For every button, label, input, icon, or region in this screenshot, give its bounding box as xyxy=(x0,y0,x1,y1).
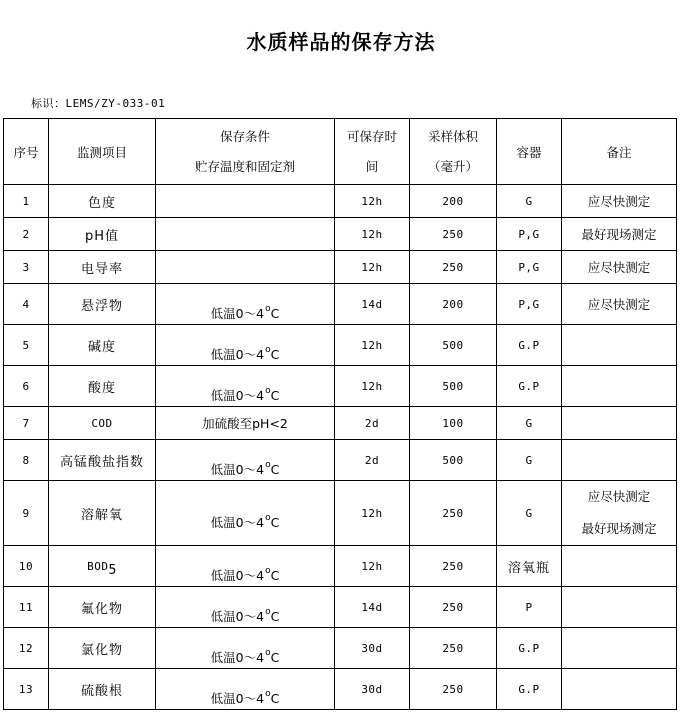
condition-low-temp xyxy=(211,368,280,404)
header-time-line2: 间 xyxy=(365,158,379,174)
header-container: 容器 xyxy=(497,119,562,185)
celsius-unit: C xyxy=(270,388,280,403)
cell-item: 氟化物 xyxy=(49,587,156,628)
degree-symbol: o xyxy=(265,513,271,523)
item-text: BOD xyxy=(87,559,109,573)
celsius-unit: C xyxy=(270,609,280,624)
condition-low-temp xyxy=(211,671,280,707)
cell-item: COD xyxy=(49,407,156,440)
table-row xyxy=(4,218,677,251)
cell-container: G.P xyxy=(497,366,562,407)
condition-low-temp xyxy=(211,589,280,625)
cell-item: pH值 xyxy=(49,218,156,251)
cell-volume: 250 xyxy=(410,481,497,546)
condition-text: 低温0～4 xyxy=(210,347,265,362)
celsius-unit: C xyxy=(270,650,280,665)
cell-remark: 应尽快测定 xyxy=(562,251,677,284)
celsius-unit: C xyxy=(270,568,280,583)
cell-container: P xyxy=(497,587,562,628)
header-item: 监测项目 xyxy=(49,119,156,185)
cell-remark xyxy=(562,325,677,366)
remark-line1: 应尽快测定 xyxy=(587,489,651,504)
cell-item: 高锰酸盐指数 xyxy=(49,440,156,481)
cell-volume: 200 xyxy=(410,284,497,325)
cell-remark xyxy=(562,366,677,407)
cell-volume: 500 xyxy=(410,366,497,407)
header-time-line1: 可保存时 xyxy=(346,128,397,144)
cell-condition xyxy=(156,218,335,251)
table-row xyxy=(4,546,677,587)
condition-text: 低温0～4 xyxy=(210,306,265,321)
header-volume-line1: 采样体积 xyxy=(427,128,478,144)
cell-condition xyxy=(156,546,335,587)
cell-time: 12h xyxy=(335,325,410,366)
cell-container: G xyxy=(497,481,562,546)
cell-volume: 500 xyxy=(410,440,497,481)
cell-volume: 500 xyxy=(410,325,497,366)
condition-text: 低温0～4 xyxy=(210,568,265,583)
condition-text: 低温0～4 xyxy=(210,609,265,624)
cell-seq: 1 xyxy=(4,185,49,218)
degree-symbol: o xyxy=(265,689,271,699)
cell-time: 30d xyxy=(335,628,410,669)
document-id: 标识：LEMS/ZY-033-01 xyxy=(31,97,166,110)
celsius-unit: C xyxy=(270,462,280,477)
cell-condition xyxy=(156,185,335,218)
header-remark: 备注 xyxy=(562,119,677,185)
condition-text: 低温0～4 xyxy=(210,515,265,530)
table-row xyxy=(4,325,677,366)
cell-volume: 250 xyxy=(410,628,497,669)
cell-item: 酸度 xyxy=(49,366,156,407)
celsius-unit: C xyxy=(270,306,280,321)
cell-remark: 应尽快测定 xyxy=(562,284,677,325)
header-condition-line1: 保存条件 xyxy=(219,128,270,144)
table-row xyxy=(4,185,677,218)
table-row xyxy=(4,284,677,325)
cell-volume: 250 xyxy=(410,218,497,251)
cell-item xyxy=(49,546,156,587)
cell-seq: 6 xyxy=(4,366,49,407)
cell-remark xyxy=(562,587,677,628)
cell-remark xyxy=(562,628,677,669)
cell-container: G xyxy=(497,440,562,481)
cell-condition xyxy=(156,284,335,325)
cell-time: 12h xyxy=(335,481,410,546)
cell-condition xyxy=(156,325,335,366)
cell-time: 12h xyxy=(335,251,410,284)
cell-volume: 250 xyxy=(410,587,497,628)
table-row xyxy=(4,669,677,710)
cell-remark xyxy=(562,407,677,440)
condition-text: 低温0～4 xyxy=(210,691,265,706)
cell-remark xyxy=(562,669,677,710)
table-row xyxy=(4,587,677,628)
cell-seq: 11 xyxy=(4,587,49,628)
condition-low-temp xyxy=(211,495,280,531)
cell-time: 14d xyxy=(335,284,410,325)
condition-low-temp xyxy=(211,548,280,584)
cell-volume: 250 xyxy=(410,546,497,587)
cell-remark: 最好现场测定 xyxy=(562,218,677,251)
header-seq: 序号 xyxy=(4,119,49,185)
table-row xyxy=(4,440,677,481)
cell-remark xyxy=(562,546,677,587)
cell-container: G.P xyxy=(497,669,562,710)
cell-condition xyxy=(156,366,335,407)
cell-volume: 250 xyxy=(410,251,497,284)
cell-remark xyxy=(562,440,677,481)
table-row xyxy=(4,251,677,284)
cell-item: 氯化物 xyxy=(49,628,156,669)
condition-low-temp xyxy=(211,630,280,666)
cell-volume: 100 xyxy=(410,407,497,440)
celsius-unit: C xyxy=(270,347,280,362)
cell-seq: 9 xyxy=(4,481,49,546)
header-volume xyxy=(410,119,497,185)
table-row xyxy=(4,366,677,407)
cell-time: 30d xyxy=(335,669,410,710)
degree-symbol: o xyxy=(265,386,271,396)
cell-time: 12h xyxy=(335,366,410,407)
celsius-unit: C xyxy=(270,691,280,706)
page-title: 水质样品的保存方法 xyxy=(246,30,436,54)
degree-symbol: o xyxy=(265,566,271,576)
cell-seq: 13 xyxy=(4,669,49,710)
condition-text: 低温0～4 xyxy=(210,388,265,403)
cell-seq: 5 xyxy=(4,325,49,366)
header-condition-line2: 贮存温度和固定剂 xyxy=(194,158,295,174)
cell-item: 硫酸根 xyxy=(49,669,156,710)
cell-time: 12h xyxy=(335,546,410,587)
cell-seq: 3 xyxy=(4,251,49,284)
sample-preservation-table xyxy=(3,118,677,710)
degree-symbol: o xyxy=(265,607,271,617)
header-volume-line2: （毫升） xyxy=(427,158,478,174)
table-row xyxy=(4,407,677,440)
cell-time: 2d xyxy=(335,407,410,440)
cell-time: 12h xyxy=(335,218,410,251)
table-row xyxy=(4,628,677,669)
cell-seq: 10 xyxy=(4,546,49,587)
cell-item: 色度 xyxy=(49,185,156,218)
cell-remark: 应尽快测定 xyxy=(562,185,677,218)
cell-container: G xyxy=(497,407,562,440)
cell-container: G.P xyxy=(497,325,562,366)
cell-container: 溶氧瓶 xyxy=(497,546,562,587)
cell-seq: 4 xyxy=(4,284,49,325)
cell-item: 悬浮物 xyxy=(49,284,156,325)
header-time xyxy=(335,119,410,185)
condition-low-temp xyxy=(211,327,280,363)
item-subscript: 5 xyxy=(108,562,117,578)
celsius-unit: C xyxy=(270,515,280,530)
cell-container: P,G xyxy=(497,284,562,325)
table-row xyxy=(4,481,677,546)
cell-seq: 12 xyxy=(4,628,49,669)
cell-condition xyxy=(156,587,335,628)
header-condition xyxy=(156,119,335,185)
cell-container: P,G xyxy=(497,218,562,251)
cell-seq: 2 xyxy=(4,218,49,251)
degree-symbol: o xyxy=(265,345,271,355)
remark-line2: 最好现场测定 xyxy=(581,521,657,536)
degree-symbol: o xyxy=(265,304,271,314)
cell-time: 2d xyxy=(335,440,410,481)
cell-condition xyxy=(156,251,335,284)
condition-low-temp xyxy=(211,286,280,322)
cell-item: 电导率 xyxy=(49,251,156,284)
cell-item: 溶解氧 xyxy=(49,481,156,546)
cell-condition xyxy=(156,440,335,481)
cell-condition: 加硫酸至pH<2 xyxy=(156,407,335,440)
cell-time: 14d xyxy=(335,587,410,628)
cell-container: P,G xyxy=(497,251,562,284)
cell-condition xyxy=(156,481,335,546)
cell-seq: 7 xyxy=(4,407,49,440)
cell-volume: 200 xyxy=(410,185,497,218)
cell-condition xyxy=(156,628,335,669)
condition-low-temp xyxy=(211,442,280,478)
cell-item: 碱度 xyxy=(49,325,156,366)
cell-time: 12h xyxy=(335,185,410,218)
table-header-row xyxy=(4,119,677,185)
cell-container: G.P xyxy=(497,628,562,669)
degree-symbol: o xyxy=(265,648,271,658)
cell-container: G xyxy=(497,185,562,218)
degree-symbol: o xyxy=(265,460,271,470)
condition-text: 低温0～4 xyxy=(210,462,265,477)
cell-remark xyxy=(562,481,677,546)
cell-volume: 250 xyxy=(410,669,497,710)
condition-text: 低温0～4 xyxy=(210,650,265,665)
cell-condition xyxy=(156,669,335,710)
cell-seq: 8 xyxy=(4,440,49,481)
